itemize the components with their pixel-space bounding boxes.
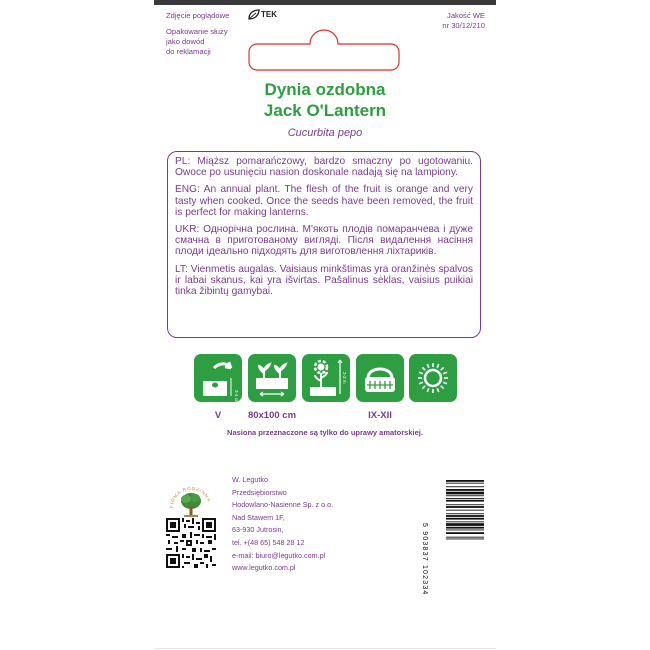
barcode-bar bbox=[446, 500, 484, 502]
company-email[interactable]: e-mail: biuro@legutko.com.pl bbox=[232, 550, 326, 560]
product-title-line1: Dynia ozdobna bbox=[264, 80, 386, 99]
qr-code[interactable] bbox=[166, 518, 216, 568]
barcode-bar bbox=[446, 495, 484, 496]
barcode-bar bbox=[446, 480, 484, 482]
company-address: W. Legutko Przedsiębiorstwo Hodowlano-Nasienne Sp. z o.o. Nad Stawem 1F, 63-930 Jutrosin, tel. +(48 65) 548 28 12 e-mail: biuro@legutko.com.pl www.legutko.com.pl bbox=[232, 474, 333, 575]
hanger-outline bbox=[248, 29, 400, 71]
company-phone: tel. +(48 65) 548 28 12 bbox=[232, 537, 305, 547]
barcode-digits: 5 903837 102334 bbox=[421, 523, 428, 596]
description-box bbox=[167, 151, 481, 338]
svg-text:3-4 cm: 3-4 cm bbox=[234, 390, 239, 402]
barcode-bar bbox=[446, 483, 484, 484]
description-ukr: UKR: Однорічна рослина. М'якоть плодів помаранчева і дуже смачна в приготованому вигляді. Після видалення насіння плоди ідеально підходять для виготовлення ліхтариків. bbox=[175, 224, 473, 258]
barcode-bar bbox=[446, 537, 484, 538]
svg-text:2-3 m: 2-3 m bbox=[342, 372, 347, 384]
barcode-bar bbox=[446, 506, 484, 508]
barcode-bar bbox=[446, 498, 484, 499]
description-pl: PL: Miąższ pomarańczowy, bardzo smaczny po ugotowaniu. Owoce po usunięciu nasion doskonale nadają się na lampiony. bbox=[175, 156, 473, 179]
sun-icon bbox=[409, 354, 457, 402]
harvest-months-label: IX-XII bbox=[368, 410, 392, 421]
bottom-edge bbox=[154, 648, 496, 649]
barcode-bar bbox=[446, 492, 484, 495]
latin-name: Cucurbita pepo bbox=[287, 127, 363, 139]
quality-label: Jakość WE bbox=[447, 11, 485, 20]
leaf-icon bbox=[248, 9, 260, 20]
barcode-bar bbox=[446, 527, 484, 529]
spacing-label: 80x100 cm bbox=[247, 410, 297, 421]
svg-text:FIRMA RODZINNA: FIRMA RODZINNA bbox=[168, 485, 212, 509]
barcode-bar bbox=[446, 523, 484, 526]
company-tree-logo bbox=[166, 478, 216, 518]
barcode-bar bbox=[446, 510, 484, 511]
company-name: W. Legutko bbox=[232, 475, 268, 484]
packaging-note: Opakowanie służy jako dowód do reklamacji bbox=[166, 27, 228, 56]
barcode-bar bbox=[446, 521, 484, 522]
barcode-bar bbox=[446, 504, 484, 505]
barcode-bar bbox=[446, 489, 484, 491]
amateur-note: Nasiona przeznaczone są tylko do uprawy amatorskiej. bbox=[227, 428, 423, 437]
barcode-bar bbox=[446, 513, 484, 514]
tek-logo: TEK bbox=[248, 9, 277, 20]
sowing-icon bbox=[194, 354, 242, 402]
barcode-bar bbox=[446, 486, 484, 487]
barcode-bar bbox=[446, 515, 484, 517]
barcode-bar bbox=[446, 539, 484, 540]
sowing-month-label: V bbox=[214, 410, 222, 421]
harvest-basket-icon bbox=[356, 354, 404, 402]
plant-height-icon bbox=[302, 354, 350, 402]
barcode-bars bbox=[434, 478, 486, 568]
spacing-icon bbox=[248, 354, 296, 402]
company-website[interactable]: www.legutko.com.pl bbox=[232, 563, 296, 573]
barcode bbox=[434, 478, 486, 573]
lot-number: nr 30/12/210 bbox=[442, 21, 485, 30]
preview-label: Zdjęcie poglądowe bbox=[166, 11, 230, 20]
barcode-bar bbox=[446, 518, 484, 520]
barcode-bar bbox=[446, 530, 484, 531]
barcode-bar bbox=[446, 532, 484, 534]
description-lt: LT: Vienmetis augalas. Vaisiaus minkštimas yra oranžinės spalvos ir labai skanus, kai yra išvirtas. Pašalinus sėklas, vaisius puikiai tinka žibintų gamybai. bbox=[175, 263, 473, 298]
description-eng: ENG: An annual plant. The flesh of the fruit is orange and very tasty when cooked. Once the seeds have been removed, the fruit is perfect for making lanterns. bbox=[175, 184, 473, 218]
product-title-line2: Jack O'Lantern bbox=[263, 101, 387, 120]
